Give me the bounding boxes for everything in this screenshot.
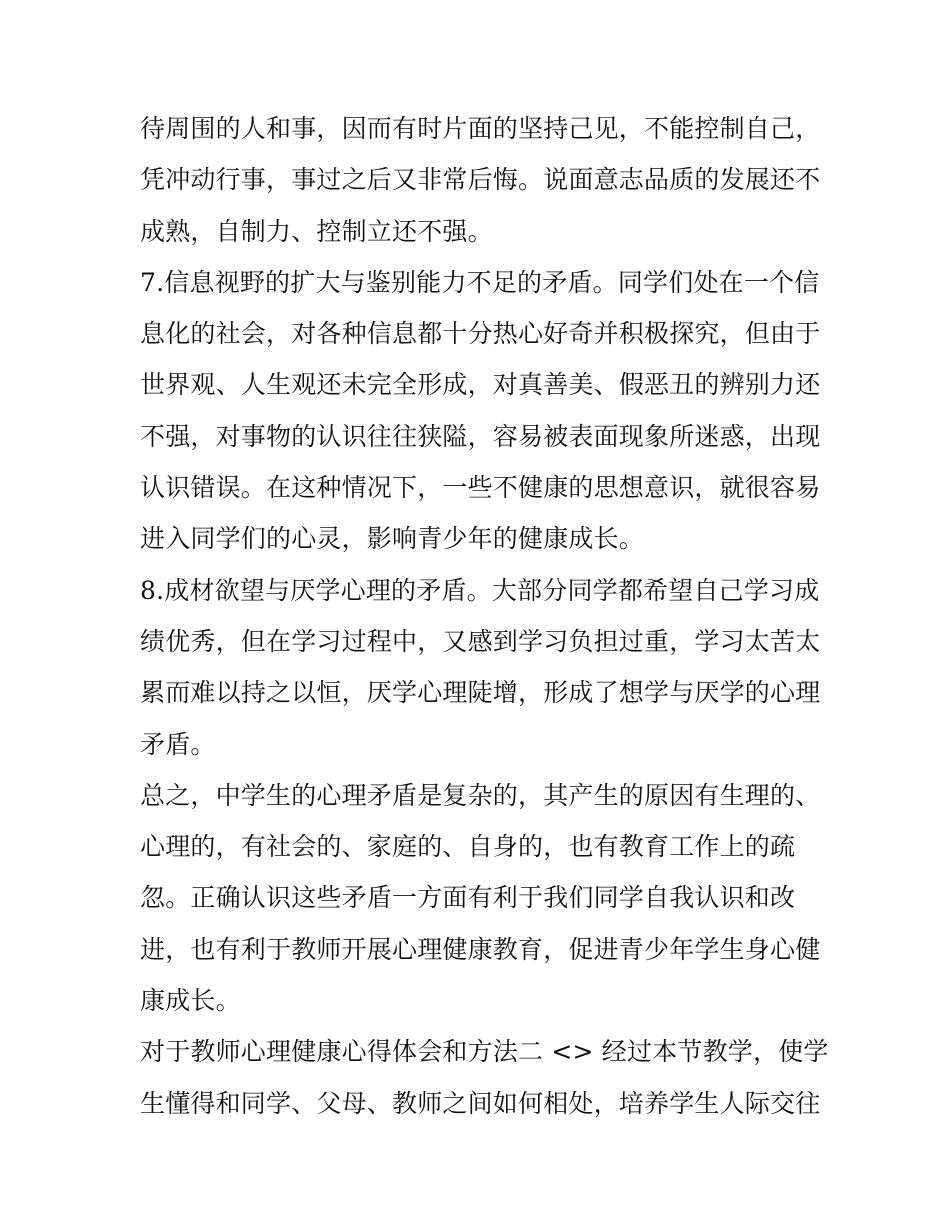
text-line: 成熟，自制力、控制立还不强。 (140, 216, 493, 246)
text-line: 不强，对事物的认识往往狭隘，容易被表面现象所迷惑，出现 (140, 421, 821, 451)
text-line: 世界观、人生观还未完全形成，对真善美、假恶丑的辨别力还 (140, 370, 821, 400)
text-line: 进入同学们的心灵，影响青少年的健康成长。 (140, 524, 645, 554)
text-line: 累而难以持之以恒，厌学心理陡增，形成了想学与厌学的心理 (140, 678, 821, 708)
text-line: 待周围的人和事，因而有时片面的坚持己见，不能控制自己， (140, 114, 821, 143)
text-line: 忽。正确认识这些矛盾一方面有利于我们同学自我认识和改 (140, 883, 796, 913)
text-line: 认识错误。在这种情况下，一些不健康的思想意识，就很容易 (140, 473, 821, 503)
text-line: 息化的社会，对各种信息都十分热心好奇并积极探究，但由于 (140, 319, 821, 349)
text-line: 对于教师心理健康心得体会和方法二 <> 经过本节教学，使学 (140, 1037, 829, 1067)
text-line: 7.信息视野的扩大与鉴别能力不足的矛盾。同学们处在一个信 (140, 267, 820, 297)
document-body-text (140, 103, 830, 1129)
text-line: 矛盾。 (140, 729, 216, 759)
text-line: 绩优秀，但在学习过程中，又感到学习负担过重，学习太苦太 (140, 626, 821, 656)
text-line: 8.成材欲望与厌学心理的矛盾。大部分同学都希望自己学习成 (140, 575, 820, 605)
text-line: 康成长。 (140, 986, 241, 1016)
text-line: 进，也有利于教师开展心理健康教育，促进青少年学生身心健 (140, 934, 821, 964)
text-line: 凭冲动行事，事过之后又非常后悔。说面意志品质的发展还不 (140, 165, 821, 195)
text-line: 总之，中学生的心理矛盾是复杂的，其产生的原因有生理的、 (140, 780, 821, 810)
text-line: 生懂得和同学、父母、教师之间如何相处，培养学生人际交往 (140, 1088, 821, 1118)
text-line: 心理的，有社会的、家庭的、自身的，也有教育工作上的疏 (140, 832, 796, 862)
